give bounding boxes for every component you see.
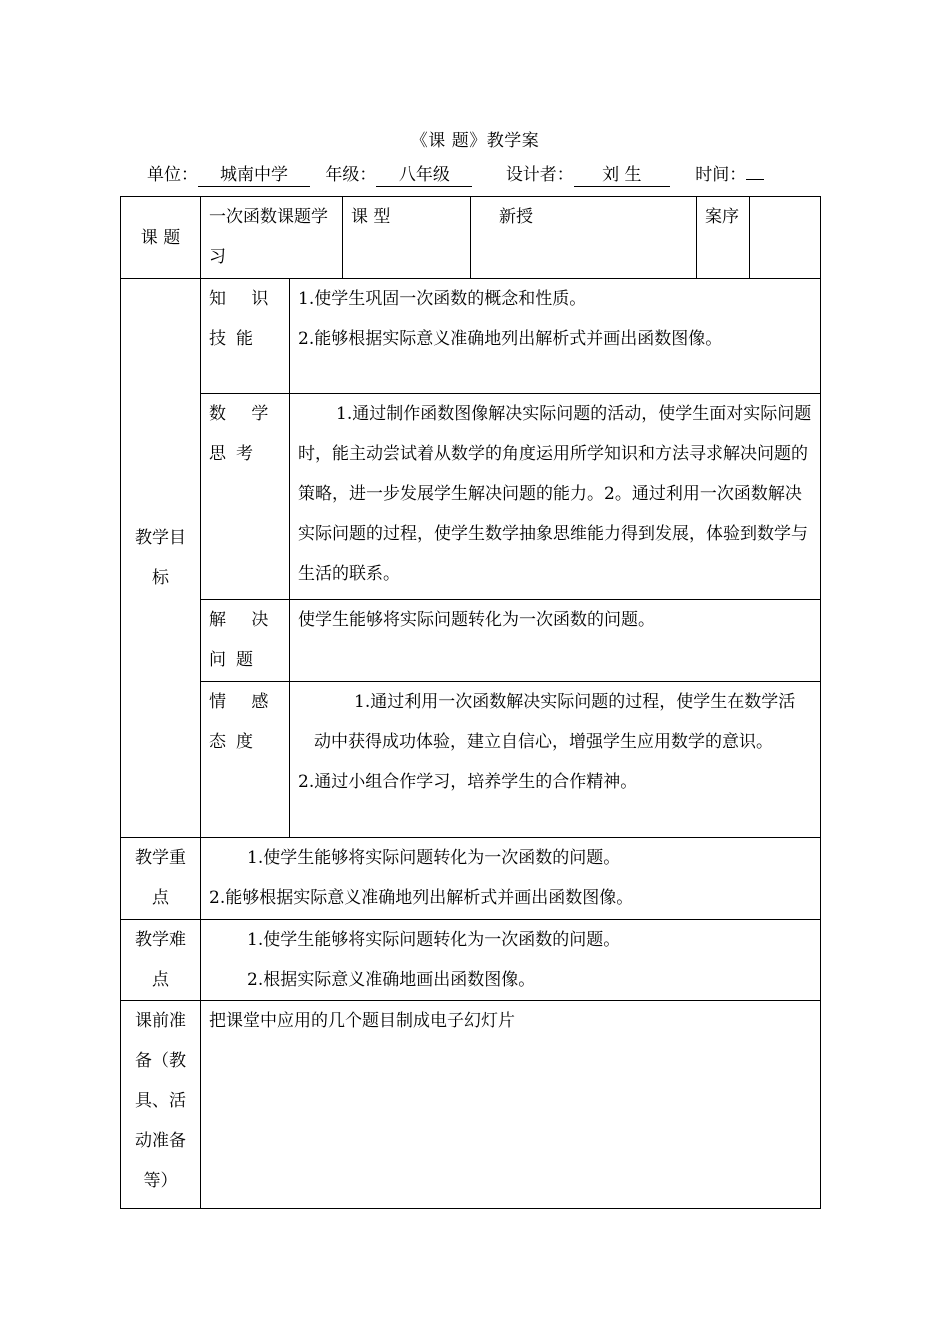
- topic-label: 课 题: [121, 197, 201, 279]
- case-label: 案序: [697, 197, 750, 279]
- topic-value: 一次函数课题学习: [201, 197, 343, 279]
- goal-label-solving: 解 决 问题: [201, 600, 290, 682]
- goals-label: 教学目标: [121, 279, 201, 838]
- focus-line: 1.使学生能够将实际问题转化为一次函数的问题。: [247, 848, 621, 868]
- goal-label-knowledge: 知 识 技能: [201, 279, 290, 394]
- topic-row: [121, 197, 821, 279]
- goal-row-attitude: [121, 682, 821, 838]
- type-label: 课 型: [343, 197, 471, 279]
- goal-content-attitude: [290, 682, 821, 838]
- difficulty-row: [121, 920, 821, 1001]
- prep-row: [121, 1001, 821, 1209]
- difficulty-content: [201, 920, 821, 1001]
- prep-label: 课前准备（教具、活动准备等）: [121, 1001, 201, 1209]
- goal-line: 1.使学生巩固一次函数的概念和性质。: [298, 289, 587, 309]
- focus-content: [201, 838, 821, 920]
- goal-content-thinking: 1.通过制作函数图像解决实际问题的活动，使学生面对实际问题时，能主动尝试着从数学的角度运用所学知识和方法寻求解决问题的策略，进一步发展学生解决问题的能力。2。通过利用一次函数解决实际问题的过程，使学生数学抽象思维能力得到发展，体验到数学与生活的联系。: [290, 394, 821, 600]
- goal-content-knowledge: [290, 279, 821, 394]
- designer-value: 刘 生: [574, 160, 670, 187]
- goal-content-solving: 使学生能够将实际问题转化为一次函数的问题。: [290, 600, 821, 682]
- difficulty-label: 教学难点: [121, 920, 201, 1001]
- goal-label-attitude: 情 感 态度: [201, 682, 290, 838]
- focus-line: 2.能够根据实际意义准确地列出解析式并画出函数图像。: [209, 888, 634, 908]
- focus-row: [121, 838, 821, 920]
- document-meta: [147, 160, 764, 187]
- unit-label: 单位：: [147, 165, 198, 185]
- time-value: [746, 178, 764, 180]
- difficulty-line: 1.使学生能够将实际问题转化为一次函数的问题。: [247, 930, 621, 950]
- time-label: 时间：: [695, 165, 747, 185]
- goal-line: 1.通过利用一次函数解决实际问题的过程，使学生在数学活动中获得成功体验，建立自信心，增强学生应用数学的意识。: [314, 692, 796, 752]
- goal-row-solving: [121, 600, 821, 682]
- grade-label: 年级：: [325, 165, 377, 185]
- prep-content: 把课堂中应用的几个题目制成电子幻灯片: [201, 1001, 821, 1209]
- goal-line: 2.通过小组合作学习，培养学生的合作精神。: [298, 772, 638, 792]
- type-value: 新授: [471, 197, 697, 279]
- focus-label: 教学重点: [121, 838, 201, 920]
- lesson-plan-table: [120, 196, 821, 1209]
- goal-row-thinking: [121, 394, 821, 600]
- case-value: [750, 197, 821, 279]
- grade-value: 八年级: [376, 160, 472, 187]
- unit-value: 城南中学: [198, 160, 310, 187]
- goal-line: 2.能够根据实际意义准确地列出解析式并画出函数图像。: [298, 329, 723, 349]
- page-title: 《课 题》教学案: [410, 131, 540, 151]
- difficulty-line: 2.根据实际意义准确地画出函数图像。: [247, 970, 536, 990]
- goal-row-knowledge: [121, 279, 821, 394]
- designer-label: 设计者：: [505, 165, 574, 185]
- goal-label-thinking: 数 学 思考: [201, 394, 290, 600]
